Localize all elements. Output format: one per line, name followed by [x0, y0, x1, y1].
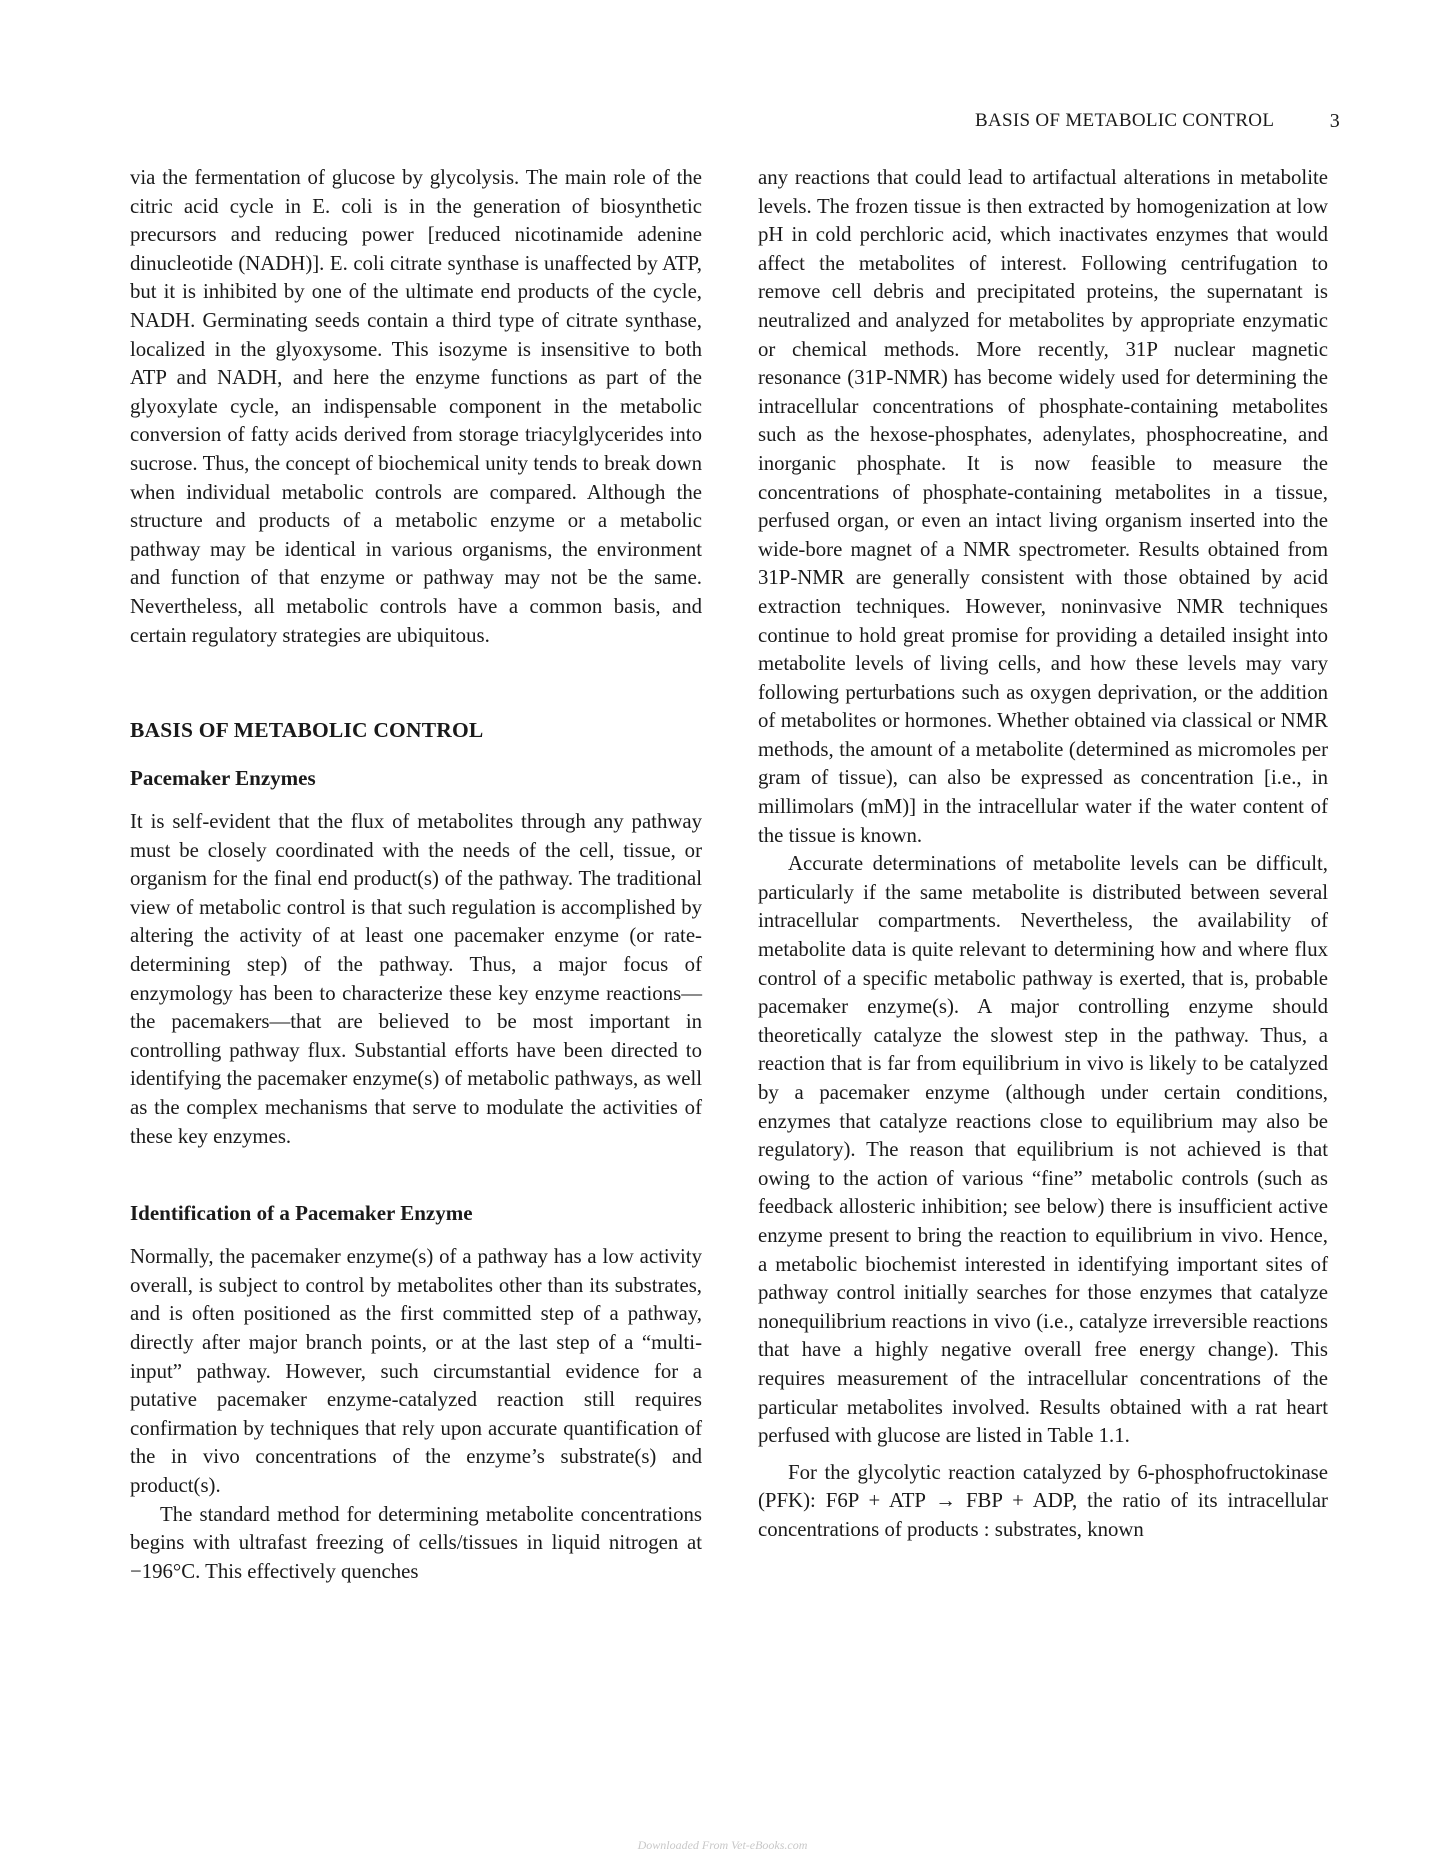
paragraph: via the fermentation of glucose by glycolysis. The main role of the citric acid cycle in E. coli is in the generation of biosynthetic precursors and reducing power [reduced nicotinamide adenine dinucleotide (NADH)]. E. coli citrate synthase is unaffected by ATP, but it is inhibited by one of the ultimate end products of the cycle, NADH. Germinating seeds contain a third type of citrate synthase, localized in the glyoxysome. This isozyme is insensitive to both ATP and NADH, and here the enzyme functions as part of the glyoxylate cycle, an indispensable component in the metabolic conversion of fatty acids derived from storage triacylglycerides into sucrose. Thus, the concept of biochemical unity tends to break down when individual metabolic controls are compared. Although the structure and products of a metabolic enzyme or a metabolic pathway may be identical in various organisms, the environment and function of that enzyme or pathway may not be the same. Nevertheless, all metabolic controls have a common basis, and certain regulatory strategies are ubiquitous.: [130, 166, 702, 647]
section-heading: BASIS OF METABOLIC CONTROL: [130, 718, 484, 743]
download-watermark: Downloaded From Vet-eBooks.com: [637, 1838, 808, 1852]
running-title: BASIS OF METABOLIC CONTROL: [975, 110, 1275, 131]
paragraph: It is self-evident that the flux of metabolites through any pathway must be closely coordinated with the needs of the cell, tissue, or organism for the final end product(s) of the pathway. The traditional view of metabolic control is that such regulation is accomplished by altering the activity of at least one pacemaker enzyme (or rate-determining step) of the pathway. Thus, a major focus of enzymology has been to characterize these key enzyme reactions—the pacemakers—that are believed to be most important in controlling pathway flux. Substantial efforts have been directed to identifying the pacemaker enzyme(s) of metabolic pathways, as well as the complex mechanisms that serve to modulate the activities of these key enzymes.: [130, 810, 702, 1148]
paragraph: For the glycolytic reaction catalyzed by 6-phosphofructokinase (PFK): F6P + ATP → FBP + ADP, the ratio of its intracellular concentrations of products : substrates, known: [758, 1460, 1328, 1541]
paragraph: Accurate determinations of metabolite levels can be difficult, particularly if the same metabolite is distributed between several intracellular compartments. Nevertheless, the availability of metabolite data is quite relevant to determining how and where flux control of a specific metabolic pathway is exerted, that is, probable pacemaker enzyme(s). A major controlling enzyme should theoretically catalyze the slowest step in the pathway. Thus, a reaction that is far from equilibrium in vivo is likely to be catalyzed by a pacemaker enzyme (although under certain conditions, enzymes that catalyze reactions close to equilibrium may also be regulatory). The reason that equilibrium is not achieved is that owing to the action of various “fine” metabolic controls (such as feedback allosteric inhibition; see below) there is insufficient active enzyme present to bring the reaction to equilibrium in vivo. Hence, a metabolic biochemist interested in identifying important sites of pathway control initially searches for those enzymes that catalyze nonequilibrium reactions in vivo (i.e., catalyze irreversible reactions that have a highly negative overall free energy change). This requires measurement of the intracellular concentrations of the particular metabolites involved. Results obtained with a rat heart perfused with glucose are listed in Table 1.1.: [758, 852, 1328, 1448]
paragraph: Normally, the pacemaker enzyme(s) of a pathway has a low activity overall, is subject to control by metabolites other than its substrates, and is often positioned as the first committed step of a pathway, directly after major branch points, or at the last step of a “multi-input” pathway. However, such circumstantial evidence for a putative pacemaker enzyme-catalyzed reaction still requires confirmation by techniques that rely upon accurate quantification of the in vivo concentrations of the enzyme’s substrate(s) and product(s).: [130, 1245, 702, 1497]
subsection-heading: Identification of a Pacemaker Enzyme: [130, 1201, 473, 1226]
paragraph: any reactions that could lead to artifactual alterations in metabolite levels. The frozen tissue is then extracted by homogenization at low pH in cold perchloric acid, which inactivates enzymes that would affect the metabolites of interest. Following centrifugation to remove cell debris and precipitated proteins, the supernatant is neutralized and analyzed for metabolites by appropriate enzymatic or chemical methods. More recently, 31P nuclear magnetic resonance (31P-NMR) has become widely used for determining the intracellular concentrations of phosphate-containing metabolites such as the hexose-phosphates, adenylates, phosphocreatine, and inorganic phosphate. It is now feasible to measure the concentrations of phosphate-containing metabolites in a tissue, perfused organ, or even an intact living organism inserted into the wide-bore magnet of a NMR spectrometer. Results obtained from 31P-NMR are generally consistent with those obtained by acid extraction techniques. However, noninvasive NMR techniques continue to hold great promise for providing a detailed insight into metabolite levels of living cells, and how these levels may vary following perturbations such as oxygen deprivation, or the addition of metabolites or hormones. Whether obtained via classical or NMR methods, the amount of a metabolite (determined as micromoles per gram of tissue), can also be expressed as concentration [i.e., in millimolars (mM)] in the intracellular water if the water content of the tissue is known.: [758, 166, 1328, 847]
paragraph: The standard method for determining metabolite concentrations begins with ultrafast freezing of cells/tissues in liquid nitrogen at −196°C. This effectively quenches: [130, 1502, 702, 1583]
left-column: [130, 164, 702, 1586]
subsection-heading: Pacemaker Enzymes: [130, 766, 316, 791]
page-number: 3: [1329, 110, 1340, 132]
right-column: [758, 164, 1328, 1545]
